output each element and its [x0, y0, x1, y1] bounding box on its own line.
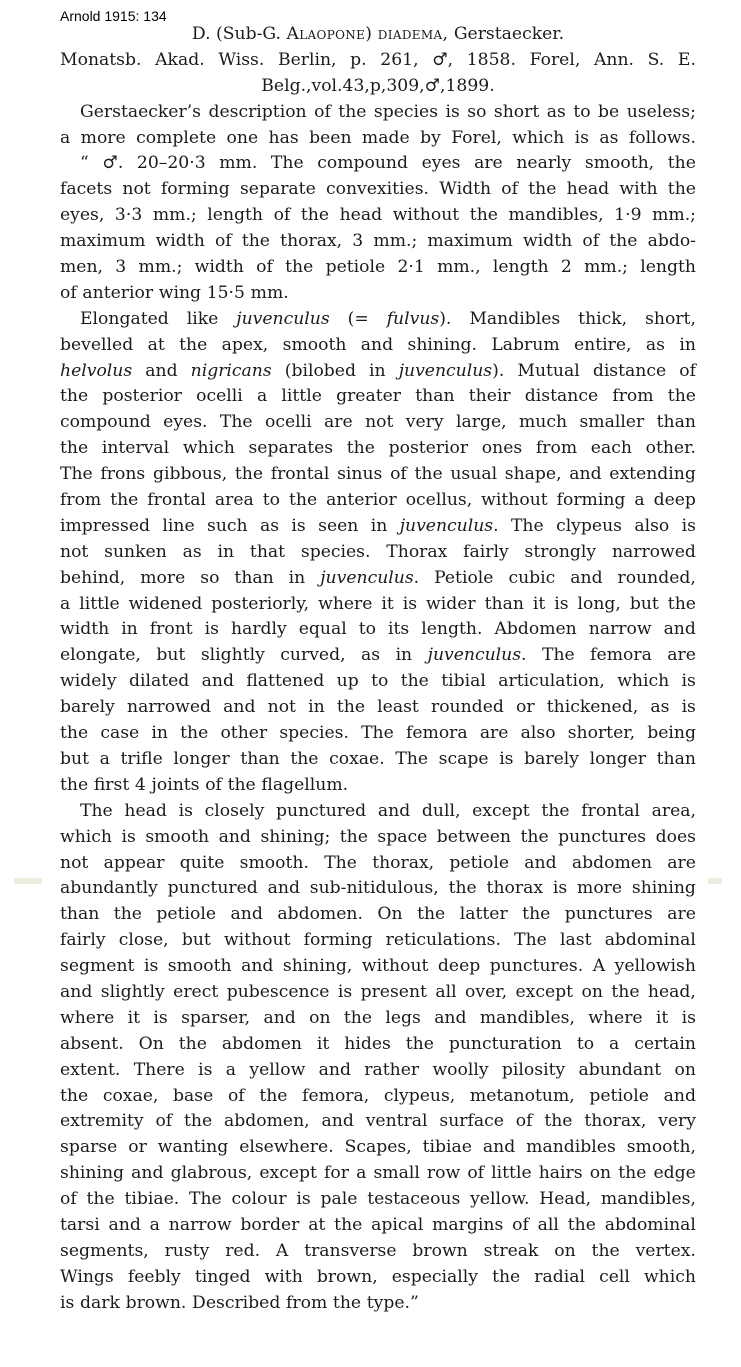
reference-line: Monatsb. Akad. Wiss. Berlin, p. 261, ♂, 1858. Forel, Ann. S. E.	[60, 49, 696, 70]
text-line: the interval which separates the posterior ones from each other.	[60, 438, 696, 459]
text-line: The frons gibbous, the frontal sinus of the usual shape, and extending	[60, 464, 696, 485]
text-line: not sunken as in that species. Thorax fairly strongly narrowed	[60, 541, 696, 562]
text-line: the posterior ocelli a little greater than their distance from the	[60, 386, 696, 407]
text-line: abundantly punctured and sub-nitidulous, the thorax is more shining	[60, 878, 696, 899]
text-line: not appear quite smooth. The thorax, petiole and abdomen are	[60, 852, 696, 873]
text-line: tarsi and a narrow border at the apical margins of all the abdominal	[60, 1214, 696, 1235]
text-line: extremity of the abdomen, and ventral surface of the thorax, very	[60, 1111, 696, 1132]
text-line: width in front is hardly equal to its length. Abdomen narrow and	[60, 619, 696, 640]
subgenus-name: Alaopone)	[286, 24, 373, 44]
page-label: Arnold 1915: 134	[60, 8, 167, 24]
text-line: the coxae, base of the femora, clypeus, metanotum, petiole and	[60, 1085, 696, 1106]
text-line: than the petiole and abdomen. On the latter the punctures are	[60, 904, 696, 925]
species-description	[60, 22, 696, 1317]
text-line: of anterior wing 15·5 mm.	[60, 282, 289, 303]
species-heading	[60, 22, 696, 48]
text-line: men, 3 mm.; width of the petiole 2·1 mm., length 2 mm.; length	[60, 257, 696, 278]
scan-mark-right	[708, 878, 722, 884]
author-name: Gerstaecker.	[453, 24, 565, 44]
scan-mark-left	[14, 878, 42, 884]
text-line: eyes, 3·3 mm.; length of the head without the mandibles, 1·9 mm.;	[60, 205, 696, 226]
text-line: “ ♂. 20–20·3 mm. The compound eyes are nearly smooth, the	[80, 153, 696, 174]
text-line: from the frontal area to the anterior ocellus, without forming a deep	[60, 490, 696, 511]
text-line: Elongated like juvenculus (= fulvus). Mandibles thick, short,	[80, 308, 696, 329]
text-line: bevelled at the apex, smooth and shining. Labrum entire, as in	[60, 334, 696, 355]
text-line: fairly close, but without forming reticulations. The last abdominal	[60, 930, 696, 951]
text-line: maximum width of the thorax, 3 mm.; maximum width of the abdo-	[60, 231, 696, 252]
text-line: Gerstaecker’s description of the species is so short as to be useless;	[80, 101, 696, 122]
text-line: but a trifle longer than the coxae. The scape is barely longer than	[60, 748, 696, 769]
text-line: shining and glabrous, except for a small row of little hairs on the edge	[60, 1163, 696, 1184]
text-line: is dark brown. Described from the type.”	[60, 1292, 419, 1313]
reference-line: Belg., vol. 43, p, 309, ♂, 1899.	[261, 75, 495, 96]
text-line: absent. On the abdomen it hides the puncturation to a certain	[60, 1033, 696, 1054]
text-line: behind, more so than in juvenculus. Petiole cubic and rounded,	[60, 567, 696, 588]
text-line: barely narrowed and not in the least rounded or thickened, as is	[60, 697, 696, 718]
text-line: widely dilated and flattened up to the tibial articulation, which is	[60, 671, 696, 692]
text-line: a more complete one has been made by Forel, which is as follows.	[60, 127, 696, 148]
text-line: impressed line such as is seen in juvenculus. The clypeus also is	[60, 515, 696, 536]
text-line: extent. There is a yellow and rather woolly pilosity abundant on	[60, 1059, 696, 1080]
species-name: diadema,	[377, 24, 449, 44]
heading-prefix: D. (Sub-G.	[191, 24, 281, 44]
text-line: of the tibiae. The colour is pale testaceous yellow. Head, mandibles,	[60, 1189, 696, 1210]
text-line: Wings feebly tinged with brown, especially the radial cell which	[60, 1266, 696, 1287]
text-line: a little widened posteriorly, where it is wider than it is long, but the	[60, 593, 696, 614]
text-line: the case in the other species. The femora are also shorter, being	[60, 723, 696, 744]
text-line: compound eyes. The ocelli are not very large, much smaller than	[60, 412, 696, 433]
text-line: segments, rusty red. A transverse brown streak on the vertex.	[60, 1240, 696, 1261]
text-line: facets not forming separate convexities. Width of the head with the	[60, 179, 696, 200]
text-line: helvolus and nigricans (bilobed in juvenculus). Mutual distance of	[60, 360, 696, 381]
text-line: sparse or wanting elsewhere. Scapes, tibiae and mandibles smooth,	[60, 1137, 696, 1158]
text-line: the first 4 joints of the flagellum.	[60, 774, 349, 795]
text-line: elongate, but slightly curved, as in juvenculus. The femora are	[60, 645, 696, 666]
text-line: The head is closely punctured and dull, except the frontal area,	[80, 800, 696, 821]
text-line: which is smooth and shining; the space between the punctures does	[60, 826, 696, 847]
text-line: where it is sparser, and on the legs and mandibles, where it is	[60, 1007, 696, 1028]
text-line: segment is smooth and shining, without deep punctures. A yellowish	[60, 956, 696, 977]
text-line: and slightly erect pubescence is present all over, except on the head,	[60, 981, 696, 1002]
